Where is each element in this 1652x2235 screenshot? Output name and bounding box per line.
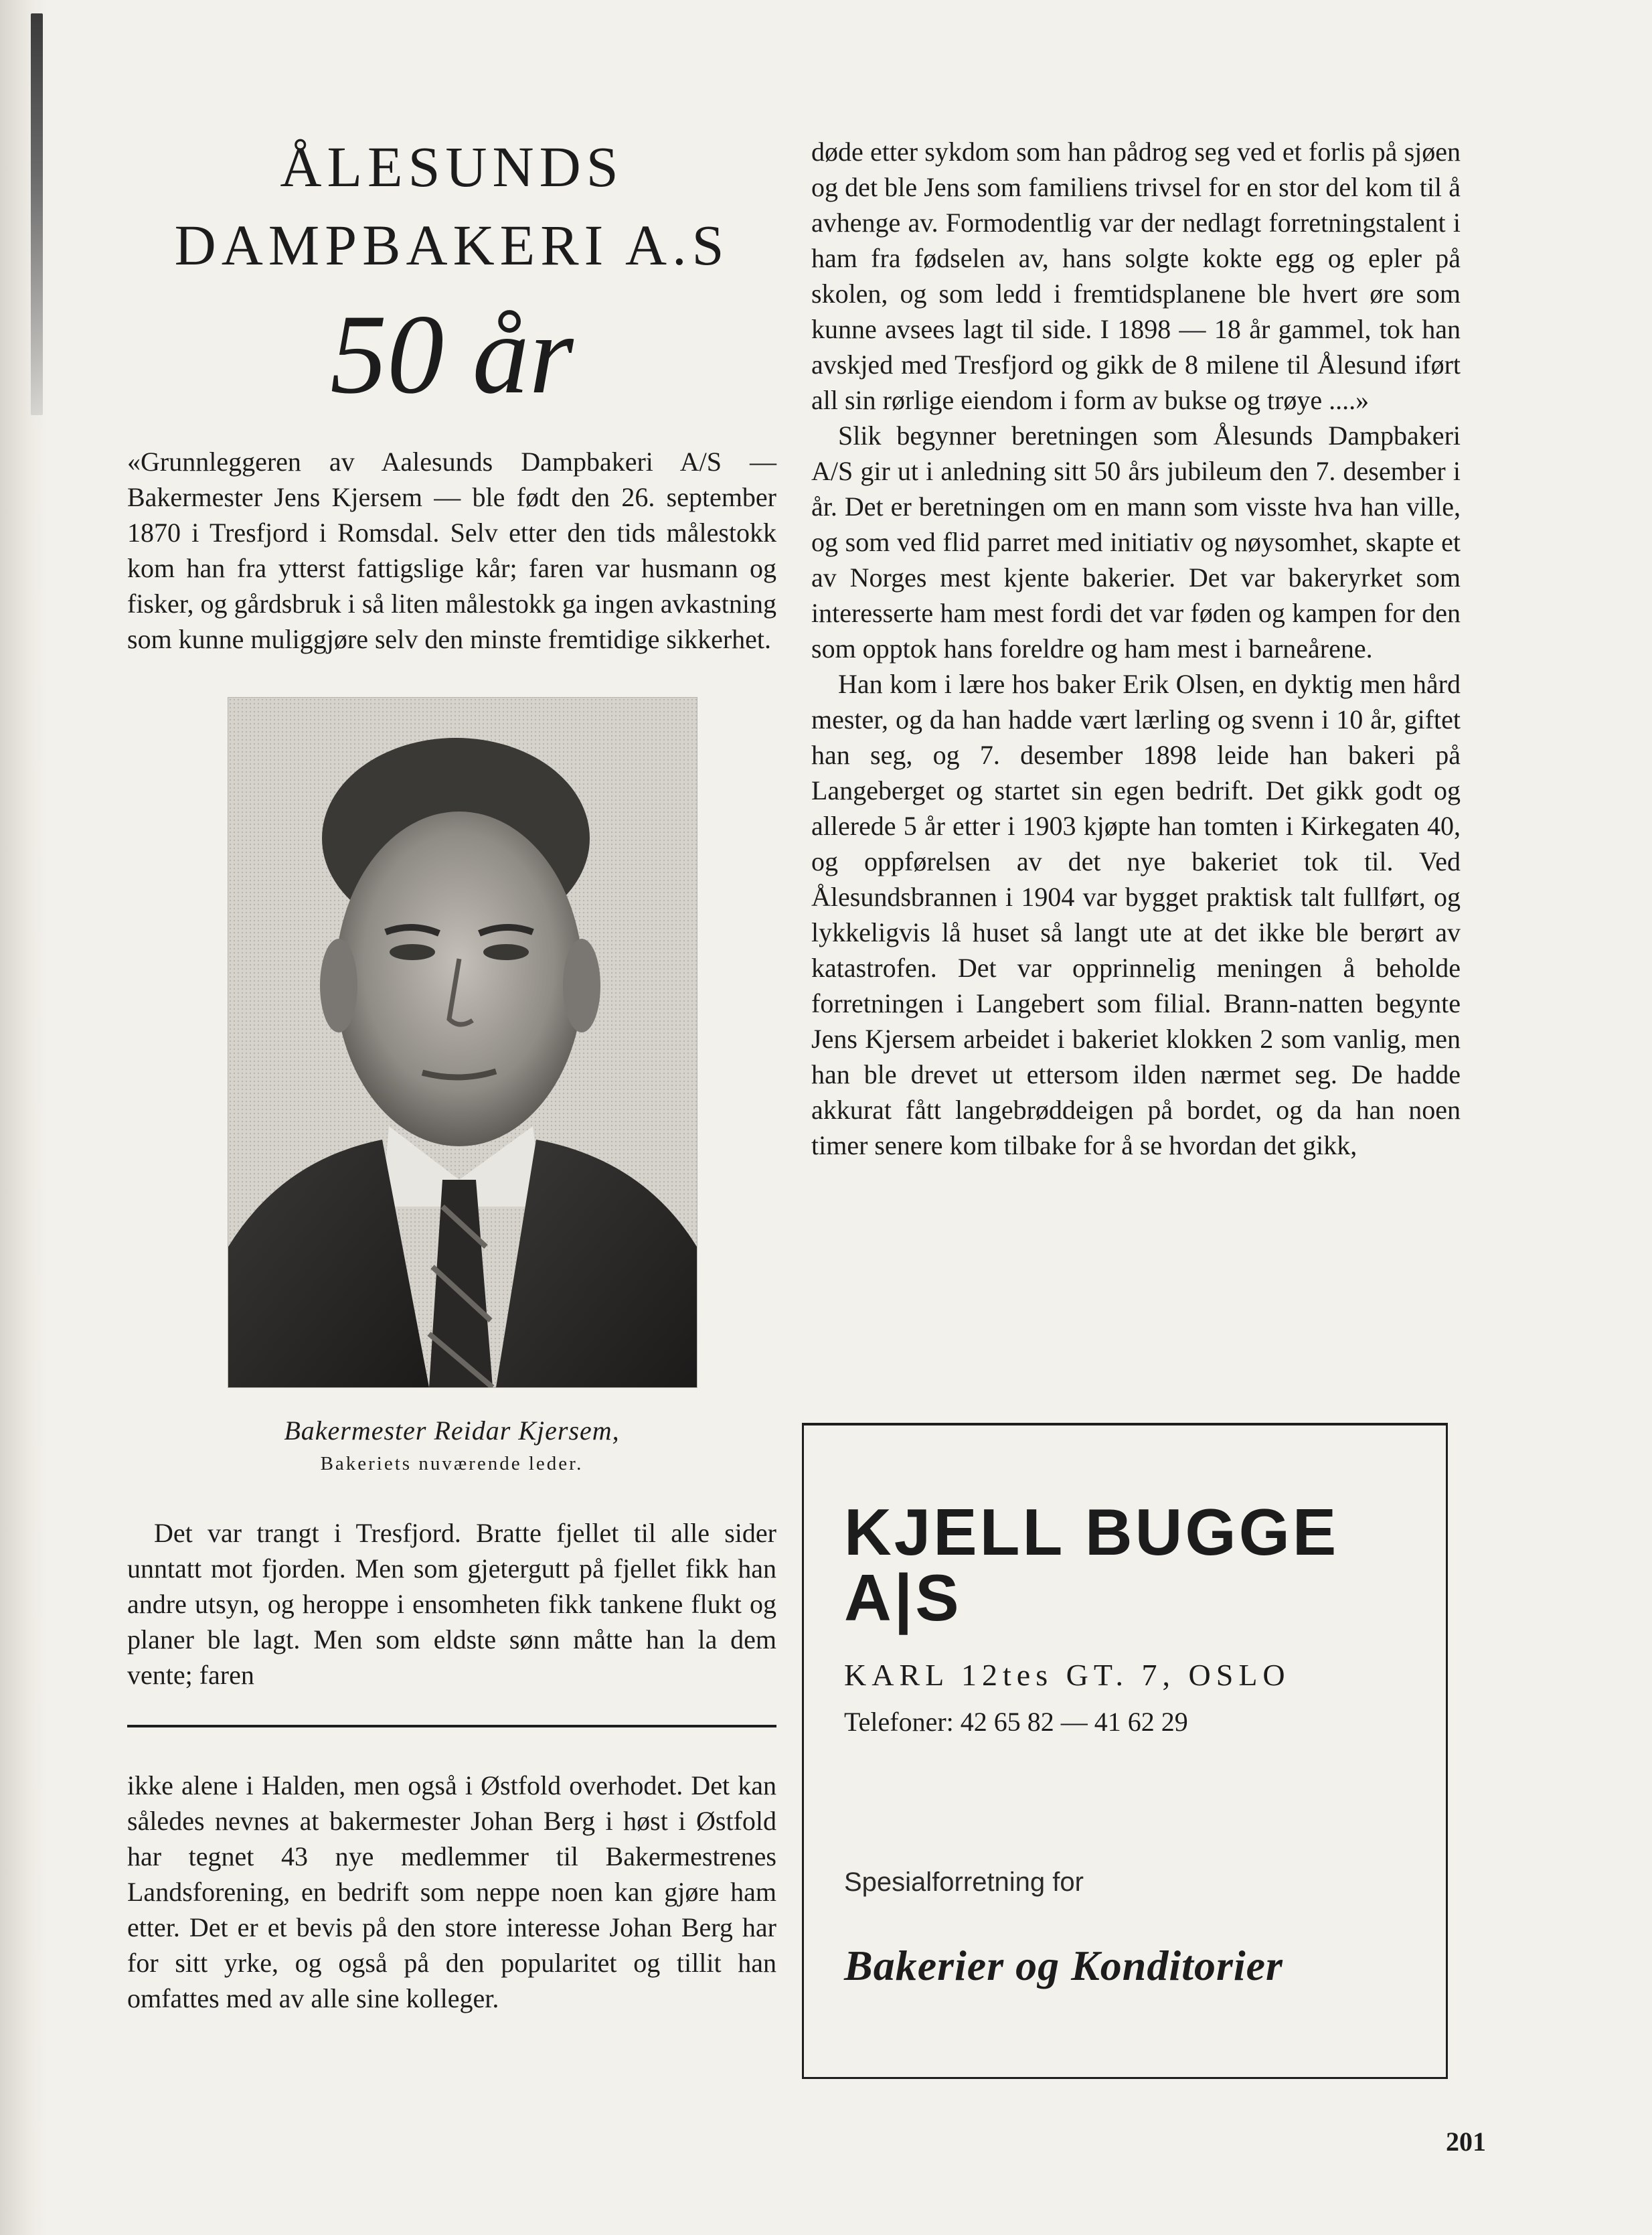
ad-header	[844, 1495, 1419, 1738]
right-paragraph-2: Slik begynner beretningen som Ålesunds Dampbakeri A/S gir ut i anledning sitt 50 års jubileum den 7. desember i år. Det er beretningen om en mann som visste hva han ville, og som ved flid parret med initiativ og nøysomhet, skapte et av Norges mest kjente bakerier. Det var bakeryrket som interesserte ham mest fordi det var føden og kampen for den som opptok hans foreldre og ham mest i barneårene.	[811, 420, 1461, 664]
right-paragraph-3: Han kom i lære hos baker Erik Olsen, en dyktig men hård mester, og da han hadde vært lærling og svenn i 10 år, giftet han seg, og 7. desember 1898 leide han bakeri på Langeberget og startet sin egen bedrift. Det gikk godt og allerede 5 år etter i 1903 kjøpte han tomten i Kirkegaten 40, og oppførelsen av det nye bakeriet tok til. Ved Ålesundsbrannen i 1904 var bygget praktisk talt fullført, og lykkeligvis lå huset så langt ute at det ikke ble berørt av katastrofen. Det var opprinnelig meningen å beholde forretningen i Langebert som filial. Brann-natten begynte Jens Kjersem arbeidet i bakeriet klokken 2 som vanlig, men han ble drevet ut ettersom ilden nærmet seg. De hadde akkurat fått langebrøddeigen på bordet, og da han noen timer senere kom tilbake for å se hvordan det gikk,	[811, 669, 1461, 1160]
right-paragraph-1: døde etter sykdom som han pådrog seg ved et forlis på sjøen og det ble Jens som familiens trivsel for en stor del kom til å avhenge av. Formodentlig var der nedlagt forretningstalent i ham fra fødselen av, hans solgte kokte egg og epler på skolen, og som ledd i fremtidsplanene ble hvert øre som kunne avsees lagt til side. I 1898 — 18 år gammel, tok han avskjed med Tresfjord og gikk de 8 milene til Ålesund iført all sin rørlige eiendom i form av bukse og trøye ....»	[811, 137, 1461, 415]
binding-mark	[31, 13, 43, 415]
left-paragraph: Det var trangt i Tresfjord. Bratte fjellet til alle sider unntatt mot fjorden. Men som gjetergutt på fjellet fikk han andre utsyn, og heroppe i ensomheten fikk tankene flukt og planer ble lagt. Men som eldste sønn måtte han la dem vente; faren	[127, 1517, 776, 1690]
ad-company-name: KJELL BUGGE A|S	[844, 1495, 1339, 1634]
photo-caption-sub: Bakeriets nuværende leder.	[320, 1452, 584, 1474]
portrait-photo	[228, 697, 697, 1388]
page-number: 201	[1446, 2127, 1486, 2157]
left-bottom-paragraph: ikke alene i Halden, men også i Østfold overhodet. Det kan således nevnes at bakermester Johan Berg i høst i Østfold har tegnet 43 nye medlemmer til Bakermestrenes Landsforening, en bedrift som neppe noen kan gjøre ham etter. Det er et bevis på den store interesse Johan Berg har for sitt yrke, og også på den popularitet og tillit han omfattes med av alle sine kolleger.	[127, 1770, 776, 2013]
intro-paragraph: «Grunnleggeren av Aalesunds Dampbakeri A/S — Bakermester Jens Kjersem — ble født den 26. september 1870 i Tresfjord i Romsdal. Selv etter den tids målestokk kom han fra ytterst fattigslige kår; faren var husmann og fisker, og gårdsbruk i så liten målestokk ga ingen avkastning som kunne muliggjøre selv den minste fremtidige sikkerhet.	[127, 446, 776, 654]
article-title-line1: ÅLESUNDS	[280, 135, 624, 199]
photo-caption-name: Bakermester Reidar Kjersem,	[284, 1415, 620, 1446]
section-divider	[127, 1725, 776, 1727]
ad-script-line: Bakerier og Konditorier	[844, 1942, 1283, 1989]
advertisement-box	[802, 1423, 1448, 2079]
ad-address: KARL 12tes GT. 7, OSLO	[844, 1658, 1291, 1692]
ad-specialty: Spesialforretning for	[844, 1867, 1084, 1897]
article-title-line2: DAMPBAKERI A.S	[174, 212, 730, 277]
anniversary-heading: 50 år	[330, 291, 574, 417]
right-column	[811, 134, 1461, 1163]
ad-phone: Telefoner: 42 65 82 — 41 62 29	[844, 1707, 1188, 1737]
portrait-image	[228, 698, 697, 1387]
left-column	[127, 107, 776, 2016]
